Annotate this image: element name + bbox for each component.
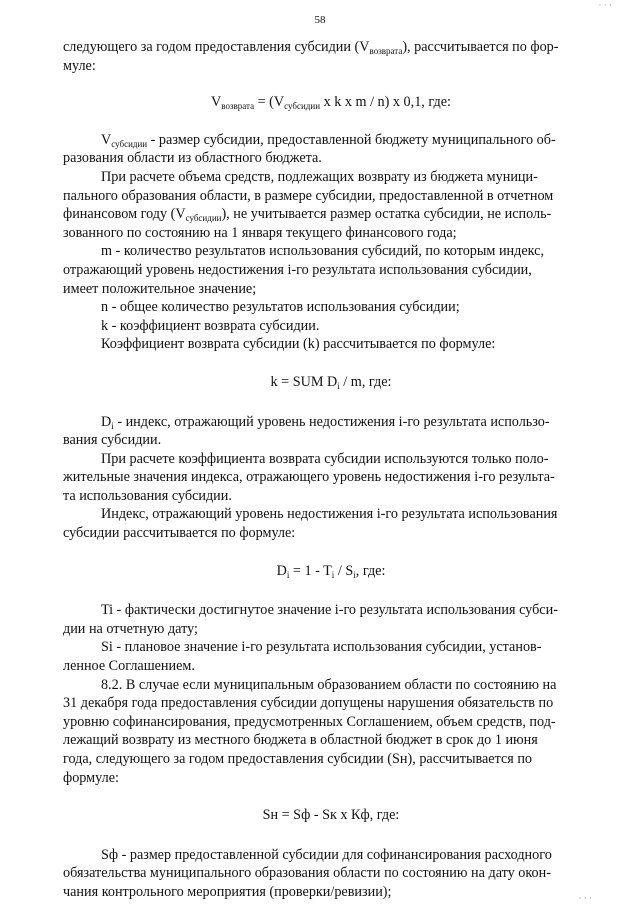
text: - размер субсидии, предоставленной бюджету муниципального об- [147,131,556,148]
text: лежащий возврату из местного бюджета в областной бюджет в срок до 1 июня [63,732,538,749]
formula-return-volume [63,93,599,112]
text: финансовом году (V [63,206,186,223]
document-body [63,38,599,902]
text: D [101,413,112,430]
formula-text: = 1 - T [289,562,332,579]
text: ), не учитывается размер остатка субсидии, не исполь- [221,206,552,223]
subscript: i [353,569,356,580]
formula-text: , где: [355,562,386,579]
text: Ti - фактически достигнутое значение i-го результата использования субси- [101,602,558,619]
text: V [101,131,112,148]
formula-sn: Sн = Sф - Sк x Кф, где: [262,807,400,824]
text: формуле: [63,769,119,786]
paragraph-di-definition [63,413,599,450]
text: зованного по состоянию на 1 января текущего финансового года; [63,224,457,241]
text: 8.2. В случае если муниципальным образованием области по состоянию на [101,676,557,693]
text: Si - плановое значение i-го результата использования субсидии, установ- [101,639,542,656]
subscript: i [111,420,114,431]
scan-mark-top: · · · [598,0,612,10]
text: ленное Соглашением. [63,658,195,675]
text: чания контрольного мероприятия (проверки/ревизии); [63,883,392,900]
text: m - количество результатов использования субсидий, по которым индекс, [101,243,545,260]
subscript: i [331,569,335,580]
scan-mark-bottom: · · · [578,893,592,903]
text: - индекс, отражающий уровень недостижения i-го результата использо- [113,413,550,430]
text: года, следующего за годом предоставления субсидии (Sн), рассчитывается по [63,751,533,767]
text: пального образования области, в размере субсидии, предоставленной в отчетном [63,187,554,204]
formula-text: x k x m / n) x 0,1, где: [320,94,451,111]
formula-k [63,373,599,392]
formula-text: k = SUM D [270,373,338,390]
paragraph-v-subsidy [63,131,599,168]
subscript: субсидии [284,101,321,112]
text: При расчете коэффициента возврата субсидии используются только поло- [101,450,549,467]
text: Sф - размер предоставленной субсидии для софинансирования расходного [101,846,552,863]
subscript: возврата [221,101,255,112]
subscript: i [337,380,340,391]
formula-text: V [211,94,222,111]
paragraph-intro [63,38,599,75]
subscript: возврата [369,46,403,56]
formula-text: / m, где: [339,373,392,390]
paragraph-sf-definition [63,846,599,902]
text: 31 декабря года предоставления субсидии допущены нарушения обязательств по [63,695,554,712]
text: следующего за годом предоставления субсидии (V [63,39,370,55]
text: субсидии рассчитывается по формуле: [63,525,296,542]
text: При расчете объема средств, подлежащих возврату из бюджета муници- [101,168,538,185]
text: дии на отчетную дату; [63,620,198,637]
page-number: 58 [314,14,326,26]
text: вания субсидии. [63,432,162,449]
text: обязательства муниципального образования области по состоянию на дату окон- [63,865,551,882]
paragraph-ti-definition [63,601,599,638]
text: муле: [63,57,96,74]
paragraph-positive-values [63,450,599,506]
paragraph-n-definition: n - общее количество результатов использования субсидии; [101,299,460,316]
formula-text: = (V [254,94,285,111]
subscript: субсидии [111,138,148,149]
paragraph-si-definition [63,638,599,675]
text: та использования субсидии. [63,487,232,504]
paragraph-section-8-2 [63,676,599,788]
text: уровню софинансирования, предусмотренных Соглашением, объем средств, под- [63,713,556,730]
paragraph-k-definition: k - коэффициент возврата субсидии. [101,317,320,334]
formula-di [63,562,599,581]
text: отражающий уровень недостижения i-го результата использования субсидии, [63,261,532,278]
formula-text: / S [334,562,354,579]
paragraph-index-intro [63,505,599,542]
subscript: i [286,569,290,580]
text: жительные значения индекса, отражающего уровень недостижения i-го результа- [63,469,555,486]
text: ), рассчитывается по фор- [402,39,559,55]
formula-text: D [276,562,287,579]
paragraph-m-definition [63,242,599,298]
text: разования области из областного бюджета. [63,150,322,167]
text: имеет положительное значение; [63,280,257,297]
subscript: субсидии [185,213,222,224]
paragraph-calculation-note [63,168,599,242]
text: Индекс, отражающий уровень недостижения i-го результата использования [101,506,558,523]
paragraph-k-formula-intro: Коэффициент возврата субсидии (k) рассчитывается по формуле: [101,336,496,353]
